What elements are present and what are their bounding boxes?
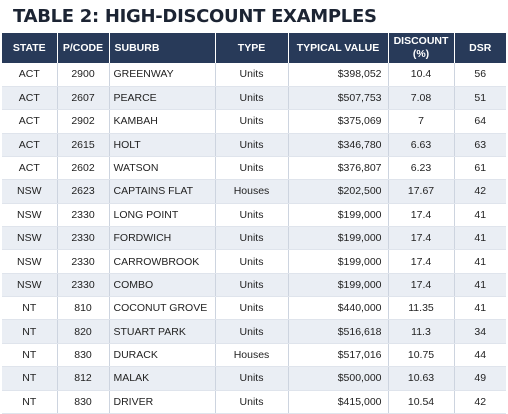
cell-pcode: 2602 xyxy=(57,156,109,179)
cell-dsr: 56 xyxy=(454,63,506,86)
cell-discount: 7 xyxy=(388,110,454,133)
cell-dsr: 41 xyxy=(454,250,506,273)
table-row xyxy=(2,343,506,366)
cell-suburb: FORDWICH xyxy=(109,227,215,250)
cell-type: Units xyxy=(215,320,288,343)
cell-typical-value: $199,000 xyxy=(288,250,388,273)
cell-discount: 7.08 xyxy=(388,86,454,109)
cell-type: Units xyxy=(215,86,288,109)
cell-dsr: 41 xyxy=(454,273,506,296)
cell-dsr: 41 xyxy=(454,297,506,320)
cell-state: NSW xyxy=(2,273,57,296)
cell-dsr: 51 xyxy=(454,86,506,109)
cell-type: Units xyxy=(215,110,288,133)
cell-suburb: CAPTAINS FLAT xyxy=(109,180,215,203)
table-row xyxy=(2,203,506,226)
cell-discount: 10.4 xyxy=(388,63,454,86)
cell-state: ACT xyxy=(2,110,57,133)
table-row xyxy=(2,110,506,133)
cell-pcode: 2615 xyxy=(57,133,109,156)
cell-typical-value: $346,780 xyxy=(288,133,388,156)
cell-typical-value: $440,000 xyxy=(288,297,388,320)
header-typical-value: TYPICAL VALUE xyxy=(288,33,388,63)
cell-state: NT xyxy=(2,367,57,390)
cell-pcode: 830 xyxy=(57,390,109,413)
table-row xyxy=(2,367,506,390)
cell-pcode: 812 xyxy=(57,367,109,390)
cell-pcode: 2900 xyxy=(57,63,109,86)
cell-suburb: HOLT xyxy=(109,133,215,156)
cell-pcode: 2330 xyxy=(57,203,109,226)
cell-dsr: 42 xyxy=(454,390,506,413)
cell-discount: 10.63 xyxy=(388,367,454,390)
cell-pcode: 2330 xyxy=(57,273,109,296)
cell-pcode: 810 xyxy=(57,297,109,320)
cell-dsr: 34 xyxy=(454,320,506,343)
header-state: STATE xyxy=(12,41,46,54)
cell-state: ACT xyxy=(2,86,57,109)
table-title: TABLE 2: HIGH-DISCOUNT EXAMPLES xyxy=(13,6,377,27)
cell-type: Units xyxy=(215,156,288,179)
cell-state: NT xyxy=(2,320,57,343)
cell-dsr: 42 xyxy=(454,180,506,203)
cell-state: NSW xyxy=(2,250,57,273)
cell-typical-value: $202,500 xyxy=(288,180,388,203)
cell-discount: 17.4 xyxy=(388,273,454,296)
cell-pcode: 2902 xyxy=(57,110,109,133)
cell-state: ACT xyxy=(2,133,57,156)
cell-typical-value: $199,000 xyxy=(288,203,388,226)
cell-state: NSW xyxy=(2,203,57,226)
header-pcode: P/CODE xyxy=(57,33,109,63)
cell-suburb: PEARCE xyxy=(109,86,215,109)
cell-pcode: 820 xyxy=(57,320,109,343)
table-row xyxy=(2,227,506,250)
table-header xyxy=(2,33,506,63)
cell-type: Houses xyxy=(215,343,288,366)
header-row xyxy=(2,33,506,63)
cell-type: Houses xyxy=(215,180,288,203)
title-bar xyxy=(0,0,508,33)
cell-suburb: DRIVER xyxy=(109,390,215,413)
cell-dsr: 44 xyxy=(454,343,506,366)
cell-typical-value: $507,753 xyxy=(288,86,388,109)
high-discount-table xyxy=(2,33,506,414)
cell-pcode: 830 xyxy=(57,343,109,366)
cell-pcode: 2607 xyxy=(57,86,109,109)
table-row xyxy=(2,63,506,86)
header-discount xyxy=(388,33,454,63)
header-suburb: SUBURB xyxy=(109,33,215,63)
header-dsr: DSR xyxy=(454,33,506,63)
cell-discount: 6.63 xyxy=(388,133,454,156)
cell-typical-value: $415,000 xyxy=(288,390,388,413)
cell-typical-value: $199,000 xyxy=(288,227,388,250)
table-row xyxy=(2,390,506,413)
table-row xyxy=(2,297,506,320)
cell-suburb: WATSON xyxy=(109,156,215,179)
table-body xyxy=(2,63,506,413)
table-row xyxy=(2,86,506,109)
cell-discount: 11.35 xyxy=(388,297,454,320)
cell-suburb: STUART PARK xyxy=(109,320,215,343)
cell-dsr: 41 xyxy=(454,227,506,250)
cell-type: Units xyxy=(215,203,288,226)
header-type: TYPE xyxy=(215,33,288,63)
cell-dsr: 64 xyxy=(454,110,506,133)
cell-state: NT xyxy=(2,390,57,413)
cell-discount: 17.4 xyxy=(388,250,454,273)
cell-state: NSW xyxy=(2,180,57,203)
table-row xyxy=(2,156,506,179)
cell-type: Units xyxy=(215,297,288,320)
cell-typical-value: $376,807 xyxy=(288,156,388,179)
cell-suburb: KAMBAH xyxy=(109,110,215,133)
cell-typical-value: $516,618 xyxy=(288,320,388,343)
table-row xyxy=(2,250,506,273)
table-row xyxy=(2,273,506,296)
cell-type: Units xyxy=(215,63,288,86)
cell-suburb: LONG POINT xyxy=(109,203,215,226)
cell-typical-value: $199,000 xyxy=(288,273,388,296)
cell-discount: 10.75 xyxy=(388,343,454,366)
cell-discount: 6.23 xyxy=(388,156,454,179)
cell-suburb: COMBO xyxy=(109,273,215,296)
cell-typical-value: $398,052 xyxy=(288,63,388,86)
cell-suburb: DURACK xyxy=(109,343,215,366)
cell-typical-value: $500,000 xyxy=(288,367,388,390)
cell-suburb: MALAK xyxy=(109,367,215,390)
cell-suburb: CARROWBROOK xyxy=(109,250,215,273)
cell-dsr: 49 xyxy=(454,367,506,390)
table-row xyxy=(2,133,506,156)
cell-discount: 17.4 xyxy=(388,227,454,250)
cell-type: Units xyxy=(215,250,288,273)
cell-discount: 10.54 xyxy=(388,390,454,413)
cell-state: ACT xyxy=(2,63,57,86)
cell-typical-value: $375,069 xyxy=(288,110,388,133)
cell-type: Units xyxy=(215,227,288,250)
cell-typical-value: $517,016 xyxy=(288,343,388,366)
cell-dsr: 63 xyxy=(454,133,506,156)
table-row xyxy=(2,180,506,203)
cell-discount: 17.4 xyxy=(388,203,454,226)
cell-type: Units xyxy=(215,390,288,413)
cell-state: ACT xyxy=(2,156,57,179)
header-discount-label: DISCOUNT xyxy=(393,35,449,47)
cell-state: NSW xyxy=(2,227,57,250)
cell-dsr: 61 xyxy=(454,156,506,179)
cell-suburb: GREENWAY xyxy=(109,63,215,86)
cell-discount: 17.67 xyxy=(388,180,454,203)
cell-pcode: 2330 xyxy=(57,250,109,273)
header-discount-unit: (%) xyxy=(412,48,430,60)
cell-type: Units xyxy=(215,367,288,390)
cell-pcode: 2330 xyxy=(57,227,109,250)
cell-dsr: 41 xyxy=(454,203,506,226)
cell-suburb: COCONUT GROVE xyxy=(109,297,215,320)
cell-state: NT xyxy=(2,343,57,366)
cell-state: NT xyxy=(2,297,57,320)
cell-pcode: 2623 xyxy=(57,180,109,203)
cell-type: Units xyxy=(215,273,288,296)
cell-discount: 11.3 xyxy=(388,320,454,343)
table-row xyxy=(2,320,506,343)
cell-type: Units xyxy=(215,133,288,156)
